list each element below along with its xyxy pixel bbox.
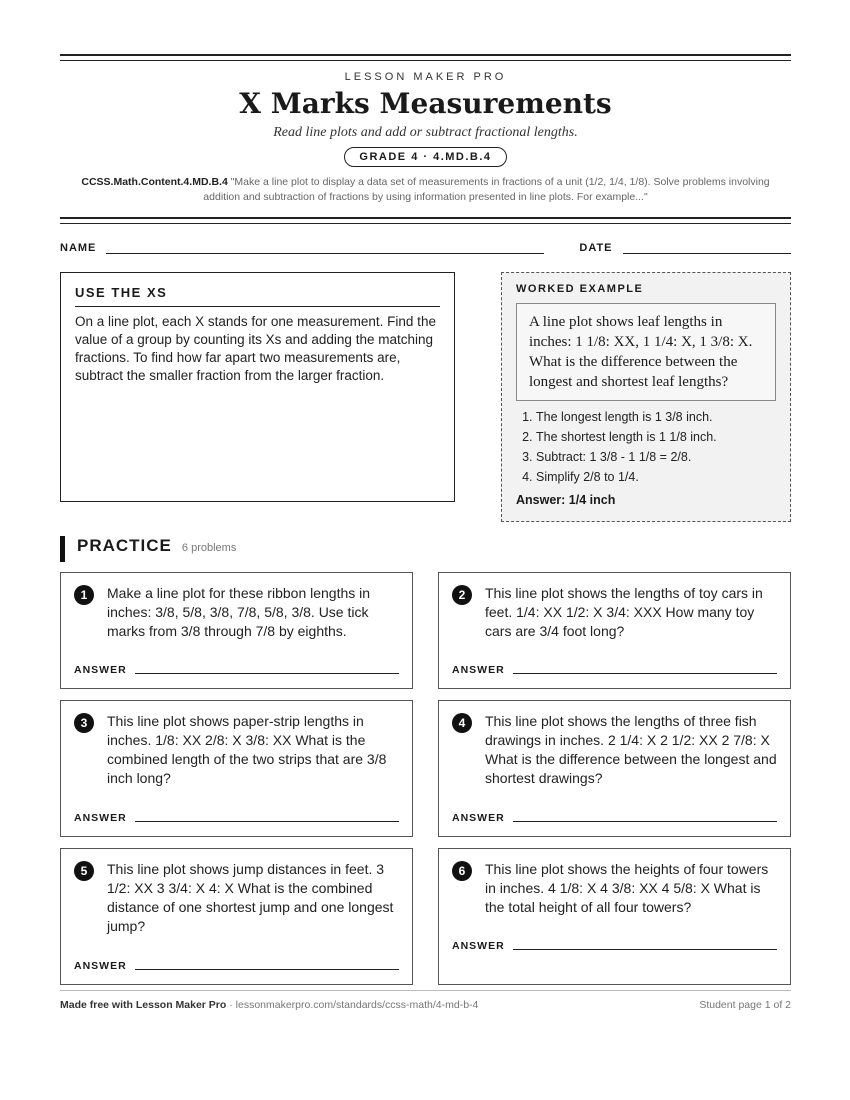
answer-label: ANSWER [74,812,127,824]
standard-description [70,175,781,205]
footer-made-with: Made free with Lesson Maker Pro [60,999,227,1011]
worksheet-page [60,54,791,996]
name-label: NAME [60,242,97,254]
worksheet-subtitle: Read line plots and add or subtract fractional lengths. [273,125,578,140]
intro-columns [60,272,791,522]
header-top-rule [60,54,791,61]
problem-row [74,712,399,788]
practice-count: 6 problems [181,542,237,554]
date-label: DATE [579,242,613,254]
name-field[interactable] [106,252,544,254]
name-date-row [60,242,791,254]
problem-card-6 [438,848,791,985]
worksheet-title: X Marks Measurements [239,87,612,120]
answer-row [452,812,777,824]
answer-field-1[interactable] [135,673,399,674]
answer-label: ANSWER [452,812,505,824]
problem-card-3 [60,700,413,837]
grade-badge: GRADE 4 · 4.MD.B.4 [344,147,506,167]
brand-name: LESSON MAKER PRO [344,71,507,83]
worked-step: 4. Simplify 2/8 to 1/4. [536,467,776,487]
answer-field-4[interactable] [513,821,777,822]
problem-card-4 [438,700,791,837]
worked-example-problem: A line plot shows leaf lengths in inches: 1 1/8: XX, 1 1/4: X, 1 3/8: X. What is the difference between the longest and shortest leaf lengths? [516,303,776,401]
answer-row [74,812,399,824]
answer-row [74,960,399,972]
answer-field-5[interactable] [135,969,399,970]
problem-text: This line plot shows the lengths of three fish drawings in inches. 2 1/4: X 2 1/2: XX 2 7/8: X What is the difference between the longest and shortest drawings? [485,713,777,786]
worked-example-title: WORKED EXAMPLE [516,283,644,295]
problem-row [74,584,399,641]
footer-url[interactable]: · lessonmakerpro.com/standards/ccss-math/4-md-b-4 [226,999,479,1011]
problem-row [74,860,399,936]
answer-label: ANSWER [452,940,505,952]
problem-text: This line plot shows jump distances in feet. 3 1/2: XX 3 3/4: X 4: X What is the combined distance of one shortest jump and one longest jump? [107,861,394,934]
answer-field-6[interactable] [513,949,777,950]
standard-text: "Make a line plot to display a data set of measurements in fractions of a unit (1/2, 1/4, 1/8). Solve problems involving addition and subtraction of fractions by using information presented in line plots. For example..." [203,176,770,203]
problem-card-5 [60,848,413,985]
problem-text: This line plot shows paper-strip lengths in inches. 1/8: XX 2/8: X 3/8: XX What is the combined length of the two strips that are 3/8 inch long? [107,713,387,786]
answer-row [74,664,399,676]
answer-row [452,940,777,952]
answer-label: ANSWER [74,960,127,972]
practice-heading [60,536,791,562]
standard-code: CCSS.Math.Content.4.MD.B.4 [81,176,228,188]
use-the-xs-title: USE THE XS [75,285,440,307]
worksheet-header [60,61,791,205]
answer-label: ANSWER [452,664,505,676]
page-footer [60,990,791,1011]
problem-card-1 [60,572,413,689]
use-the-xs-box [60,272,455,502]
answer-field-2[interactable] [513,673,777,674]
worked-step: 2. The shortest length is 1 1/8 inch. [536,427,776,447]
problem-number: 1 [74,585,94,605]
answer-label: ANSWER [74,664,127,676]
problem-card-2 [438,572,791,689]
header-bottom-rule [60,217,791,224]
practice-title: PRACTICE [77,536,172,555]
problem-text: This line plot shows the lengths of toy cars in feet. 1/4: XX 1/2: X 3/4: XXX How many toy cars are 3/4 foot long? [485,585,763,639]
worked-step: 3. Subtract: 1 3/8 - 1 1/8 = 2/8. [536,447,776,467]
problem-row [452,860,777,917]
problem-row [452,712,777,788]
problem-number: 6 [452,861,472,881]
worked-example-answer: Answer: 1/4 inch [516,493,616,507]
practice-grid [60,572,791,996]
worked-example-steps [516,407,776,487]
footer-page-number: Student page 1 of 2 [699,999,791,1011]
answer-row [452,664,777,676]
problem-number: 4 [452,713,472,733]
use-the-xs-body: On a line plot, each X stands for one measurement. Find the value of a group by counting its Xs and adding the matching fractions. To find how far apart two measurements are, subtract the smaller fraction from the larger fraction. [75,314,436,383]
answer-field-3[interactable] [135,821,399,822]
date-field[interactable] [623,252,791,254]
footer-credit [60,999,478,1011]
problem-text: Make a line plot for these ribbon lengths in inches: 3/8, 5/8, 3/8, 7/8, 5/8, 3/8. Use tick marks from 3/8 through 7/8 by eighths. [107,585,371,639]
worked-step: 1. The longest length is 1 3/8 inch. [536,407,776,427]
problem-number: 5 [74,861,94,881]
problem-number: 3 [74,713,94,733]
problem-row [452,584,777,641]
problem-number: 2 [452,585,472,605]
worked-example-box [501,272,791,522]
problem-text: This line plot shows the heights of four towers in inches. 4 1/8: X 4 3/8: XX 4 5/8: X What is the total height of all four towers? [485,861,769,915]
